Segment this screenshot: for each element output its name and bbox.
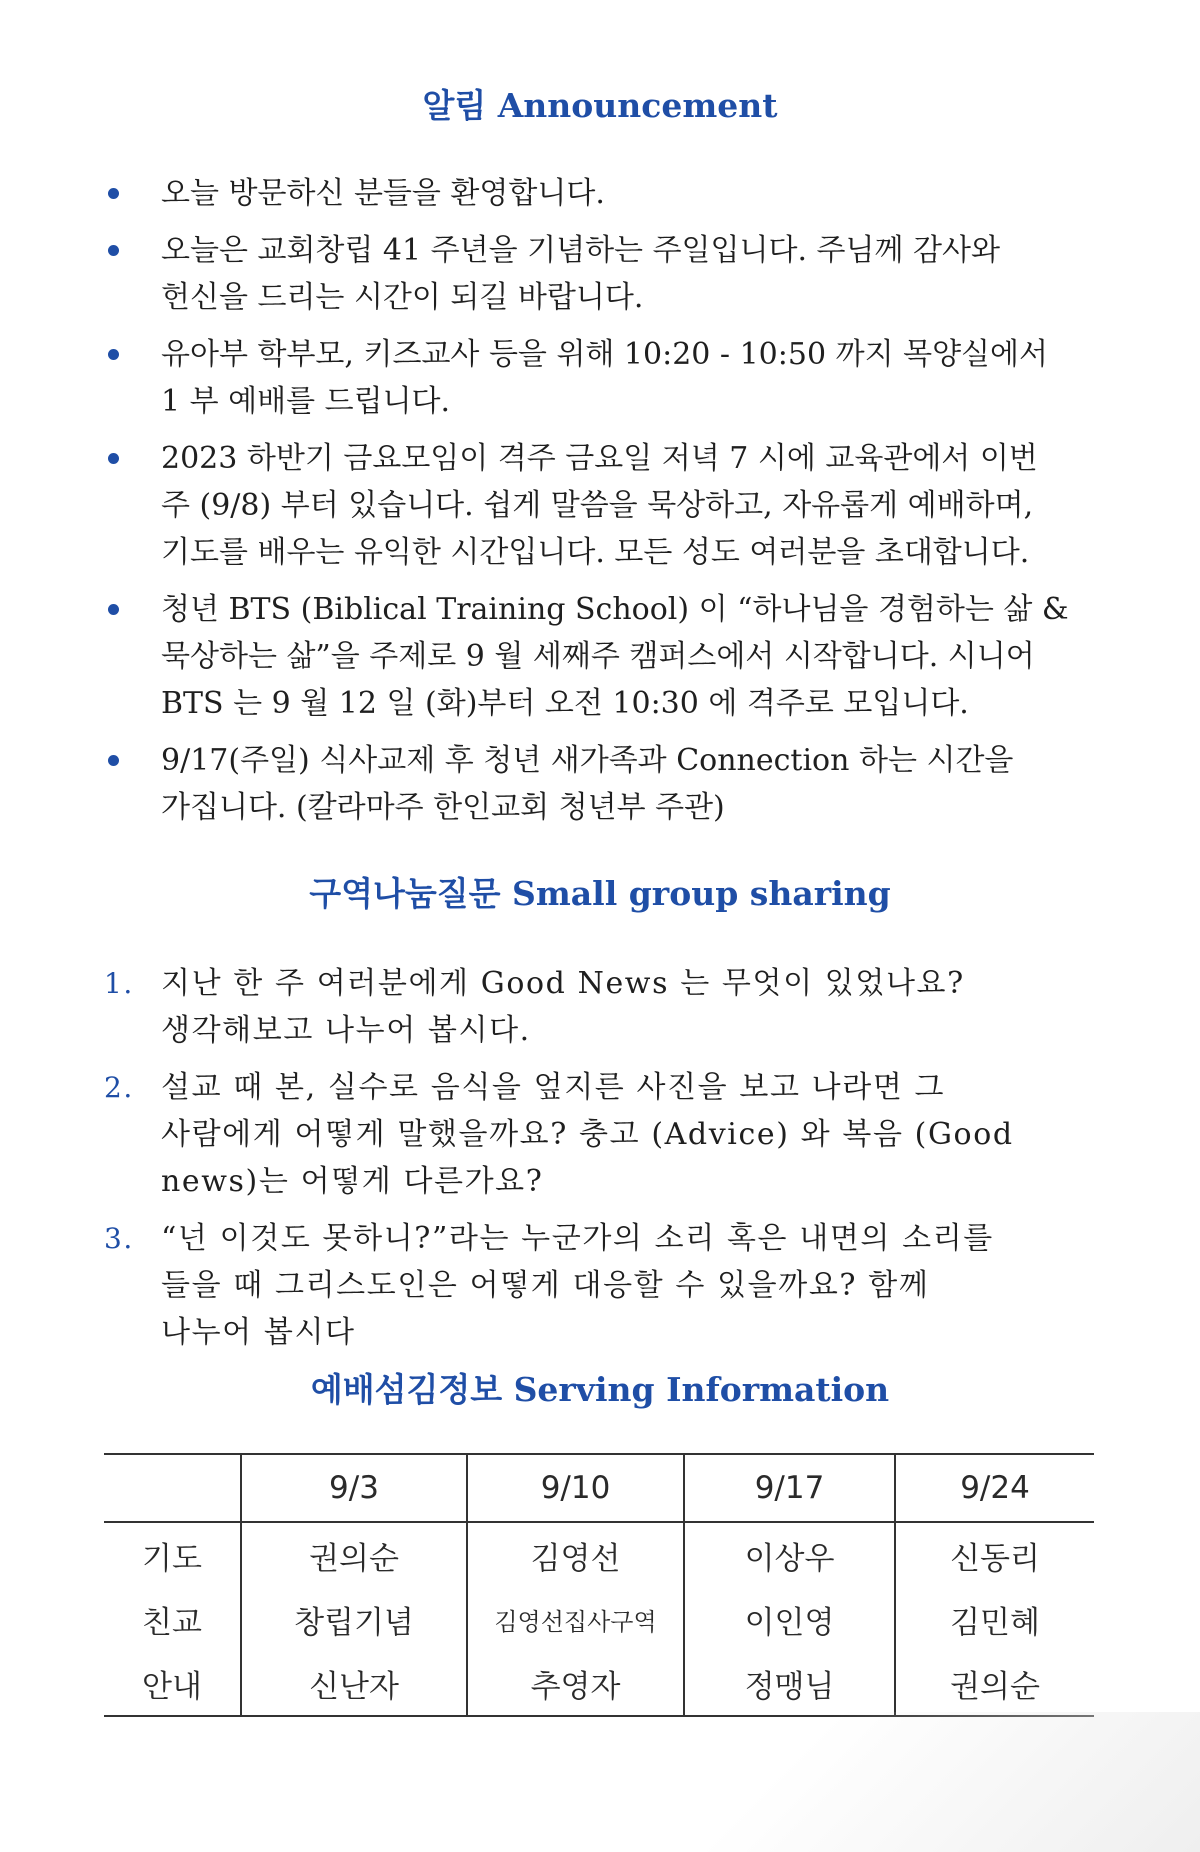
table-cell: 정맹님 xyxy=(684,1651,895,1716)
announcement-item: 오늘은 교회창립 41 주년을 기념하는 주일입니다. 주님께 감사와 헌신을 드리는 시간이 되길 바랍니다. xyxy=(0,227,1081,321)
table-row xyxy=(104,1587,1094,1651)
table-cell: 신동리 xyxy=(895,1522,1094,1587)
table-cell: 추영자 xyxy=(467,1651,684,1716)
table-row xyxy=(104,1651,1094,1716)
question-number: 3. xyxy=(104,1222,134,1255)
table-cell: 김민혜 xyxy=(895,1587,1094,1651)
column-header: 9/10 xyxy=(467,1454,684,1522)
column-header: 9/24 xyxy=(895,1454,1094,1522)
announcement-list xyxy=(0,170,1081,831)
announcement-heading: 알림 Announcement xyxy=(422,86,778,125)
table-cell: 창립기념 xyxy=(241,1587,467,1651)
table-row xyxy=(104,1522,1094,1587)
announcement-item: 2023 하반기 금요모임이 격주 금요일 저녁 7 시에 교육관에서 이번 주 (9/8) 부터 있습니다. 쉽게 말씀을 묵상하고, 자유롭게 예배하며, 기도를 배우는 유익한 시간입니다. 모든 성도 여러분을 초대합니다. xyxy=(0,435,1081,576)
table-cell: 이인영 xyxy=(684,1587,895,1651)
announcement-item: 유아부 학부모, 키즈교사 등을 위해 10:20 - 10:50 까지 목양실에서 1 부 예배를 드립니다. xyxy=(0,331,1081,425)
question-number: 2. xyxy=(104,1071,134,1104)
announcement-item: 오늘 방문하신 분들을 환영합니다. xyxy=(0,170,1081,217)
table-cell: 권의순 xyxy=(241,1522,467,1587)
row-label: 친교 xyxy=(142,1604,202,1641)
column-header xyxy=(104,1454,241,1522)
row-label: 안내 xyxy=(142,1668,202,1705)
serving-table xyxy=(104,1453,1094,1717)
table-cell: 김영선집사구역 xyxy=(467,1587,684,1651)
small-group-heading: 구역나눔질문 Small group sharing xyxy=(309,874,891,913)
column-header: 9/17 xyxy=(684,1454,895,1522)
announcement-item: 9/17(주일) 식사교제 후 청년 새가족과 Connection 하는 시간을 가집니다. (칼라마주 한인교회 청년부 주관) xyxy=(0,737,1081,831)
row-label: 기도 xyxy=(142,1540,202,1577)
column-header: 9/3 xyxy=(241,1454,467,1522)
table-cell: 김영선 xyxy=(467,1522,684,1587)
table-cell: 권의순 xyxy=(895,1651,1094,1716)
table-cell: 신난자 xyxy=(241,1651,467,1716)
table-cell: 이상우 xyxy=(684,1522,895,1587)
question-item: 1. 지난 한 주 여러분에게 Good News 는 무엇이 있었나요? 생각해보고 나누어 봅시다. xyxy=(0,960,1081,1054)
question-item: 3. “넌 이것도 못하니?”라는 누군가의 소리 혹은 내면의 소리를 들을 때 그리스도인은 어떻게 대응할 수 있을까요? 함께 나누어 봅시다 xyxy=(0,1215,1081,1356)
question-number: 1. xyxy=(104,967,134,1000)
page-shadow xyxy=(500,1712,1200,1852)
question-item: 2. 설교 때 본, 실수로 음식을 엎지른 사진을 보고 나라면 그 사람에게 어떻게 말했을까요? 충고 (Advice) 와 복음 (Good news)는 어떻게 다른가요? xyxy=(0,1064,1081,1205)
serving-heading: 예배섬김정보 Serving Information xyxy=(310,1370,890,1409)
announcement-item: 청년 BTS (Biblical Training School) 이 “하나님을 경험하는 삶 & 묵상하는 삶”을 주제로 9 월 세째주 캠퍼스에서 시작합니다. 시니어 BTS 는 9 월 12 일 (화)부터 오전 10:30 에 격주로 모입니다. xyxy=(0,586,1081,727)
table-header-row xyxy=(104,1454,1094,1522)
small-group-questions xyxy=(0,960,1081,1356)
